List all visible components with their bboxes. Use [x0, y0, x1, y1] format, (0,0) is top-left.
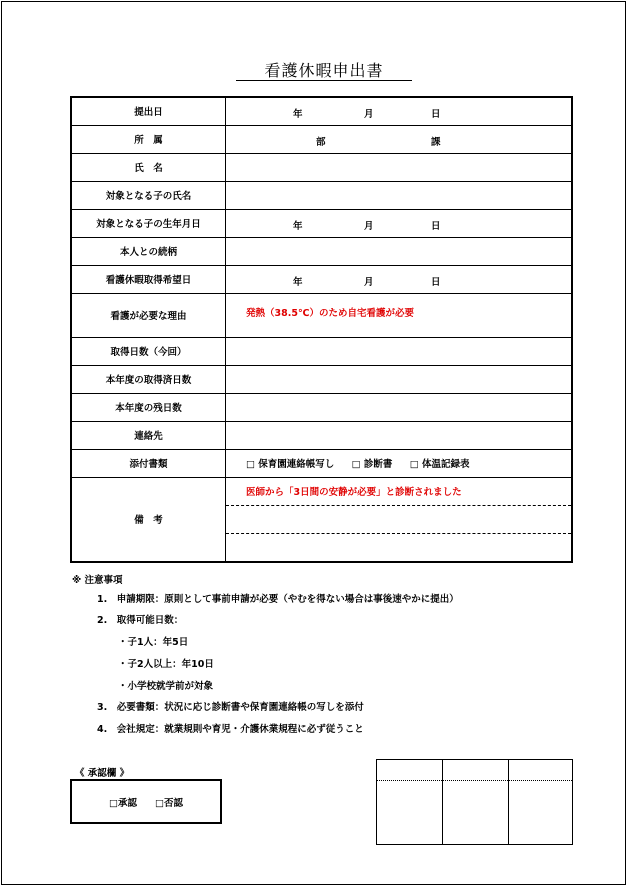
days-this-field[interactable]: [226, 337, 573, 365]
desired-date-field[interactable]: [226, 265, 573, 293]
note-2c: ・小学校就学前が対象: [118, 681, 214, 692]
row-days-this: [71, 337, 572, 365]
stamp-col-divider-1: [442, 760, 443, 844]
attachment-temperature-record[interactable]: □ 体温記録表: [409, 459, 470, 470]
days-taken-field[interactable]: [226, 365, 573, 393]
application-form-table: [70, 96, 573, 563]
label-submit-date: 提出日: [71, 97, 226, 125]
stamp-col-divider-2: [508, 760, 509, 844]
attachment-medical-certificate[interactable]: □ 診断書: [351, 459, 393, 470]
submit-date-field[interactable]: [226, 97, 573, 125]
month-unit: 月: [364, 109, 374, 120]
child-birth-field[interactable]: [226, 209, 573, 237]
row-attachments: [71, 449, 572, 477]
day-unit: 日: [431, 220, 441, 232]
child-name-field[interactable]: [226, 181, 573, 209]
label-days-this: 取得日数（今回）: [71, 337, 226, 365]
row-department: [71, 125, 572, 153]
label-remarks: 備 考: [71, 477, 226, 562]
row-child-birth: [71, 209, 572, 237]
note-3: 3. 必要書類：状況に応じ診断書や保育園連絡帳の写しを添付: [97, 702, 364, 713]
department-field[interactable]: [226, 125, 573, 153]
row-child-name: [71, 181, 572, 209]
label-days-remaining: 本年度の残日数: [71, 393, 226, 421]
label-relationship: 本人との続柄: [71, 237, 226, 265]
label-days-taken: 本年度の取得済日数: [71, 365, 226, 393]
label-contact: 連絡先: [71, 421, 226, 449]
approval-label: 《 承認欄 》: [75, 768, 130, 779]
month-unit: 月: [364, 276, 374, 288]
dept-unit: 部: [316, 136, 326, 148]
contact-field[interactable]: [226, 421, 573, 449]
row-reason: [71, 293, 572, 337]
note-1: 1. 申請期限：原則として事前申請が必要（やむを得ない場合は事後速やかに提出）: [97, 594, 459, 605]
name-field[interactable]: [226, 153, 573, 181]
label-attachments: 添付書類: [71, 449, 226, 477]
document-title: 看護休暇申出書: [236, 58, 412, 81]
label-child-birth: 対象となる子の生年月日: [71, 209, 226, 237]
approval-box: [70, 779, 222, 824]
label-desired-date: 看護休暇取得希望日: [71, 265, 226, 293]
approve-checkbox[interactable]: □承認: [109, 797, 137, 809]
year-unit: 年: [293, 109, 303, 120]
stamp-boxes: [376, 759, 573, 845]
note-2a: ・子1人：年5日: [118, 637, 189, 648]
notes-heading: ※ 注意事項: [72, 575, 123, 586]
days-remaining-field[interactable]: [226, 393, 573, 421]
year-unit: 年: [293, 276, 303, 288]
note-4: 4. 会社規定：就業規則や育児・介護休業規程に必ず従うこと: [97, 724, 364, 735]
label-name: 氏 名: [71, 153, 226, 181]
remarks-field[interactable]: [226, 477, 573, 562]
row-days-remaining: [71, 393, 572, 421]
label-reason: 看護が必要な理由: [71, 293, 226, 337]
label-child-name: 対象となる子の氏名: [71, 181, 226, 209]
section-unit: 課: [431, 136, 441, 148]
label-department: 所 属: [71, 125, 226, 153]
row-remarks: [71, 477, 572, 562]
day-unit: 日: [431, 276, 441, 288]
row-desired-date: [71, 265, 572, 293]
row-submit-date: [71, 97, 572, 125]
note-2b: ・子2人以上：年10日: [118, 659, 214, 670]
row-days-taken: [71, 365, 572, 393]
day-unit: 日: [431, 109, 441, 120]
month-unit: 月: [364, 220, 374, 232]
row-relationship: [71, 237, 572, 265]
row-name: [71, 153, 572, 181]
attachments-field: [226, 449, 573, 477]
stamp-divider: [377, 780, 572, 781]
reject-checkbox[interactable]: □否認: [155, 797, 183, 809]
reason-field[interactable]: 発熱（38.5℃）のため自宅看護が必要: [226, 293, 573, 337]
remarks-line-2: [226, 506, 571, 534]
attachment-daycare-notebook[interactable]: □ 保育園連絡帳写し: [246, 459, 335, 470]
note-2: 2. 取得可能日数：: [97, 615, 184, 626]
remarks-line-1: 医師から「3日間の安静が必要」と診断されました: [226, 478, 571, 506]
row-contact: [71, 421, 572, 449]
year-unit: 年: [293, 220, 303, 232]
remarks-line-3: [226, 534, 571, 561]
relationship-field[interactable]: [226, 237, 573, 265]
